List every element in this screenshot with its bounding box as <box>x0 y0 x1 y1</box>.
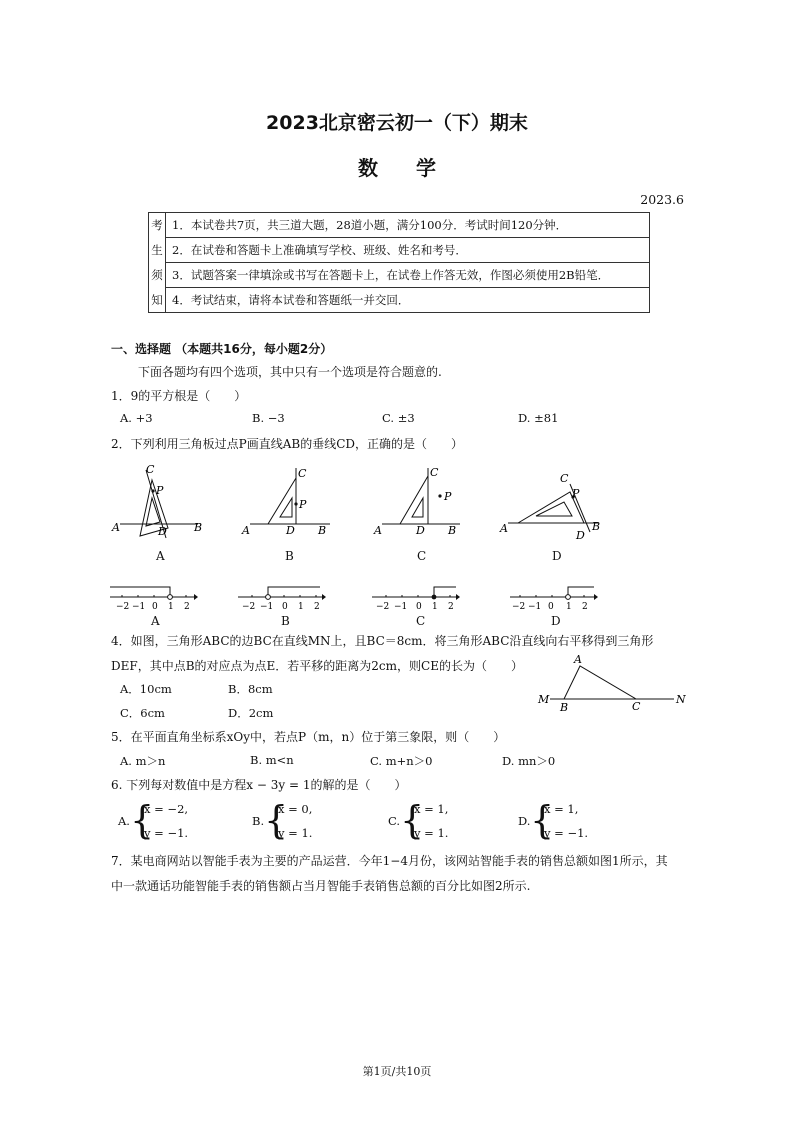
tick: −2 <box>242 602 256 612</box>
q4-stem-line2: DEF，其中点B的对应点为点E．若平移的距离为2cm，则CE的长为（ ） <box>111 659 523 673</box>
q6-option-a-y: y = −1. <box>144 826 189 840</box>
q6-option-b-letter: B. <box>252 814 265 828</box>
tick: −2 <box>376 602 390 612</box>
q3-label-d: D <box>551 614 561 628</box>
q3-numberline-b <box>236 580 326 612</box>
tick: 0 <box>548 602 554 612</box>
tick: 0 <box>282 602 288 612</box>
label-p: P <box>156 484 164 497</box>
q2-stem: 2．下列利用三角板过点P画直线AB的垂线CD，正确的是（ ） <box>111 437 463 451</box>
label-d: D <box>286 524 295 537</box>
label-p: P <box>444 490 452 503</box>
page-footer: 第1页/共10页 <box>362 1065 432 1078</box>
label-b: B <box>592 520 601 533</box>
q7-line2: 中一款通话功能智能手表的销售额占当月智能手表销售总额的百分比如图2所示. <box>111 879 531 893</box>
label-c: C <box>146 463 155 476</box>
exam-date: 2023.6 <box>640 192 684 207</box>
subject-title: 数学 <box>358 156 474 180</box>
q4-option-c: C．6cm <box>120 706 165 720</box>
label-b: B <box>448 524 457 537</box>
q4-option-b: B．8cm <box>228 682 273 696</box>
tick: 1 <box>432 602 438 612</box>
tick: 1 <box>566 602 572 612</box>
tick: 2 <box>314 602 320 612</box>
q6-option-a-letter: A. <box>118 814 130 828</box>
q6-option-c-y: y = 1. <box>414 826 449 840</box>
q1-option-a: A. +3 <box>120 411 153 425</box>
tick: −1 <box>394 602 408 612</box>
label-c: C <box>298 467 307 480</box>
notice-side-char: 生 <box>149 238 166 263</box>
q6-option-b-y: y = 1. <box>278 826 313 840</box>
q5-option-b: B. m<n <box>250 753 294 767</box>
label-b: B <box>318 524 327 537</box>
label-d: D <box>576 529 585 542</box>
label-c: C <box>430 466 439 479</box>
label-d: D <box>416 524 425 537</box>
q1-stem: 1．9的平方根是（ ） <box>111 389 247 403</box>
q3-label-a: A <box>151 614 160 628</box>
tick: 0 <box>416 602 422 612</box>
label-n: N <box>676 693 686 706</box>
tick: 0 <box>152 602 158 612</box>
q2-label-a: A <box>156 549 165 563</box>
q2-figure-b <box>238 460 338 540</box>
exam-notice-table <box>148 212 650 313</box>
q4-stem-line1: 4．如图，三角形ABC的边BC在直线MN上，且BC＝8cm．将三角形ABC沿直线向右平移得到三角形 <box>111 634 654 648</box>
label-c: C <box>560 472 569 485</box>
q5-option-c: C. m+n＞0 <box>370 754 433 768</box>
q6-option-c-x: x = 1, <box>414 802 449 816</box>
section-heading: 一、选择题 （本题共16分，每小题2分） <box>111 342 333 356</box>
tick: −1 <box>132 602 146 612</box>
q3-numberline-a <box>108 580 198 612</box>
label-a: A <box>574 653 582 666</box>
section-note: 下面各题均有四个选项，其中只有一个选项是符合题意的. <box>138 365 442 379</box>
notice-item: 4．考试结束，请将本试卷和答题纸一并交回． <box>166 288 650 313</box>
q6-option-d-x: x = 1, <box>544 802 579 816</box>
notice-item: 2．在试卷和答题卡上准确填写学校、班级、姓名和考号． <box>166 238 650 263</box>
notice-side-char: 知 <box>149 288 166 313</box>
q3-numberline-d <box>508 580 598 612</box>
q2-figure-a <box>110 460 210 540</box>
q1-option-c: C. ±3 <box>382 411 415 425</box>
brace-icon: { <box>400 798 425 842</box>
label-a: A <box>500 522 508 535</box>
brace-icon: { <box>130 798 155 842</box>
tick: −2 <box>512 602 526 612</box>
label-a: A <box>242 524 250 537</box>
notice-side-char: 考 <box>149 213 166 238</box>
label-a: A <box>112 521 120 534</box>
q4-option-a: A．10cm <box>120 682 172 696</box>
notice-side-char: 须 <box>149 263 166 288</box>
page-title: 2023北京密云初一（下）期末 <box>266 112 528 134</box>
label-b: B <box>194 521 203 534</box>
tick: 2 <box>582 602 588 612</box>
q1-option-d: D. ±81 <box>518 411 559 425</box>
q3-label-b: B <box>281 614 290 628</box>
label-b: B <box>560 701 569 712</box>
tick: 1 <box>298 602 304 612</box>
notice-item: 3．试题答案一律填涂或书写在答题卡上，在试卷上作答无效，作图必须使用2B铅笔． <box>166 263 650 288</box>
tick: 2 <box>184 602 190 612</box>
tick: 1 <box>168 602 174 612</box>
q3-label-c: C <box>416 614 426 628</box>
label-c: C <box>632 700 641 712</box>
q6-option-d-y: y = −1. <box>544 826 589 840</box>
brace-icon: { <box>264 798 289 842</box>
q4-figure <box>536 650 696 712</box>
tick: 2 <box>448 602 454 612</box>
label-p: P <box>299 498 307 511</box>
label-a: A <box>374 524 382 537</box>
label-p: P <box>572 487 580 500</box>
q7-line1: 7．某电商网站以智能手表为主要的产品运营．今年1−4月份，该网站智能手表的销售总额如图1所示，其 <box>111 854 668 868</box>
tick: −1 <box>528 602 542 612</box>
tick: −1 <box>260 602 274 612</box>
q6-option-b-x: x = 0, <box>278 802 313 816</box>
q6-option-c-letter: C. <box>388 814 401 828</box>
q5-option-d: D. mn＞0 <box>502 754 556 768</box>
brace-icon: { <box>530 798 555 842</box>
q3-numberline-c <box>370 580 460 612</box>
q6-option-a-x: x = −2, <box>144 802 189 816</box>
q5-option-a: A. m＞n <box>120 754 166 768</box>
q6-stem: 6. 下列每对数值中是方程x − 3y = 1的解的是（ ） <box>111 778 407 792</box>
q2-label-c: C <box>417 549 427 563</box>
q6-option-d-letter: D. <box>518 814 531 828</box>
q2-label-d: D <box>552 549 562 563</box>
q2-label-b: B <box>285 549 294 563</box>
q1-option-b: B. −3 <box>252 411 285 425</box>
label-d: D <box>158 525 167 538</box>
q5-stem: 5．在平面直角坐标系xOy中，若点P（m，n）位于第三象限，则（ ） <box>111 730 506 744</box>
tick: −2 <box>116 602 130 612</box>
notice-item: 1．本试卷共7页，共三道大题，28道小题，满分100分．考试时间120分钟． <box>166 213 650 238</box>
q2-figure-d <box>498 460 610 542</box>
label-m: M <box>538 693 550 706</box>
q2-figure-c <box>370 460 470 540</box>
q4-option-d: D．2cm <box>228 706 274 720</box>
